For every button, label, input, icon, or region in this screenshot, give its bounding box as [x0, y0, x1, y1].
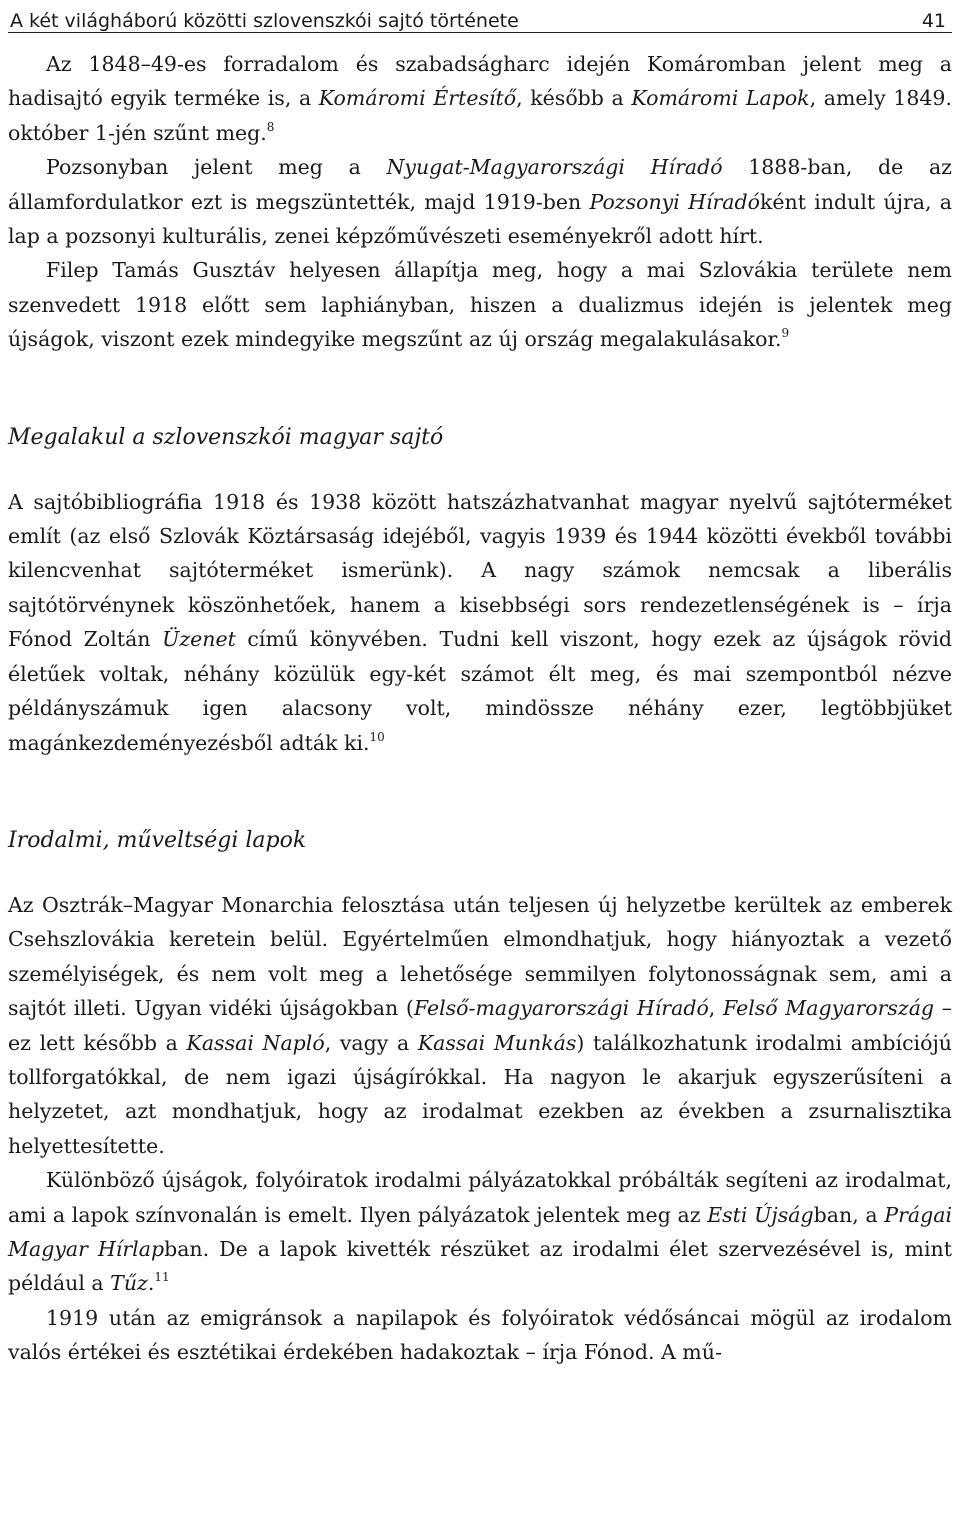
paragraph: Különböző újságok, folyóiratok irodalmi pályázatokkal próbálták segíteni az irodalmat, ami a lapok színvonalán is emelt. Ilyen pályázatok jelentek meg az Esti Újságban, a Prágai Magyar Hírlapban. De a lapok kivették részüket az irodalmi élet szervezésével is, mint például a Tűz.$^{11}$ — [8, 1168, 952, 1296]
paragraph: A sajtóbibliográfia 1918 és 1938 között hatszázhatvanhat magyar nyelvű sajtóterméket említ (az első Szlovák Köztársaság idejéből, vagyis 1939 és 1944 közötti évekből további kilencvenhat sajtóterméket ismerünk). A nagy számok nemcsak a liberális sajtótörvénynek köszönhetőek, hanem a kisebbségi sors rendezetlenségének is – írja Fónod Zoltán Üzenet című könyvében. Tudni kell viszont, hogy ezek az újságok rövid életűek voltak, néhány közülük egy-két számot élt meg, és mai szempontból nézve példányszámuk igen alacsony volt, mindössze néhány ezer, legtöbbjüket magánkezdeményezésből adták ki.$^{10}$ — [8, 489, 953, 755]
running-header — [8, 0, 952, 33]
footnote-ref: 8 — [266, 119, 275, 134]
paragraph: Az Osztrák–Magyar Monarchia felosztása után teljesen új helyzetbe kerültek az emberek Csehszlovákia keretein belül. Egyértelműen elmondhatjuk, hogy hiányoztak a vezető személyiségek, és nem volt meg a lehetősége semmilyen folytonosságnak sem, ami a sajtót illeti. Ugyan vidéki újságokban (Felső-magyarországi Híradó, Felső Magyarország – ez lett később a Kassai Napló, vagy a Kassai Munkás) találkozhatunk irodalmi ambíciójú tollforgatókkal, de nem igazi újságírókkal. Ha nagyon le akarjuk egyszerűsíteni a helyzetet, azt mondhatjuk, hogy az irodalmat ezekben az években a zsurnalisztika helyettesítette. — [8, 892, 953, 1158]
section-text — [8, 888, 952, 1370]
paragraph: Filep Tamás Gusztáv helyesen állapítja meg, hogy a mai Szlovákia területe nem szenvedett 1918 előtt sem laphiányban, hiszen a dualizmus idején is jelentek meg újságok, viszont ezek mindegyike megszűnt az új ország megalakulásakor.$^9$ — [8, 258, 952, 352]
footnote-ref: 10 — [369, 729, 385, 744]
intro-text — [8, 47, 952, 357]
section-heading: Irodalmi, műveltségi lapok — [8, 827, 307, 853]
section-heading: Megalakul a szlovenszkói magyar sajtó — [8, 424, 444, 450]
paragraph: 1919 után az emigránsok a napilapok és folyóiratok védősáncai mögül az irodalom valós értékei és esztétikai érdekében hadakoztak – írja Fónod. A mű- — [8, 1305, 952, 1365]
paragraph: Az 1848–49-es forradalom és szabadságharc idején Komáromban jelent meg a hadisajtó egyik terméke is, a Komáromi Értesítő, később a Komáromi Lapok, amely 1849. október 1-jén szűnt meg.$^8$ — [8, 52, 952, 145]
paragraph: Pozsonyban jelent meg a Nyugat-Magyarországi Híradó 1888-ban, de az államfordulatkor ezt is megszüntették, majd 1919-ben Pozsonyi Híradóként indult újra, a lap a pozsonyi kulturális, zenei képzőművészeti eseményekről adott hírt. — [8, 155, 952, 249]
footnote-ref: 11 — [154, 1270, 170, 1285]
section-text — [8, 485, 952, 760]
footnote-ref: 9 — [781, 326, 790, 341]
page-number: 41 — [921, 10, 946, 32]
running-title: A két világháború közötti szlovenszkói sajtó története — [10, 10, 519, 32]
